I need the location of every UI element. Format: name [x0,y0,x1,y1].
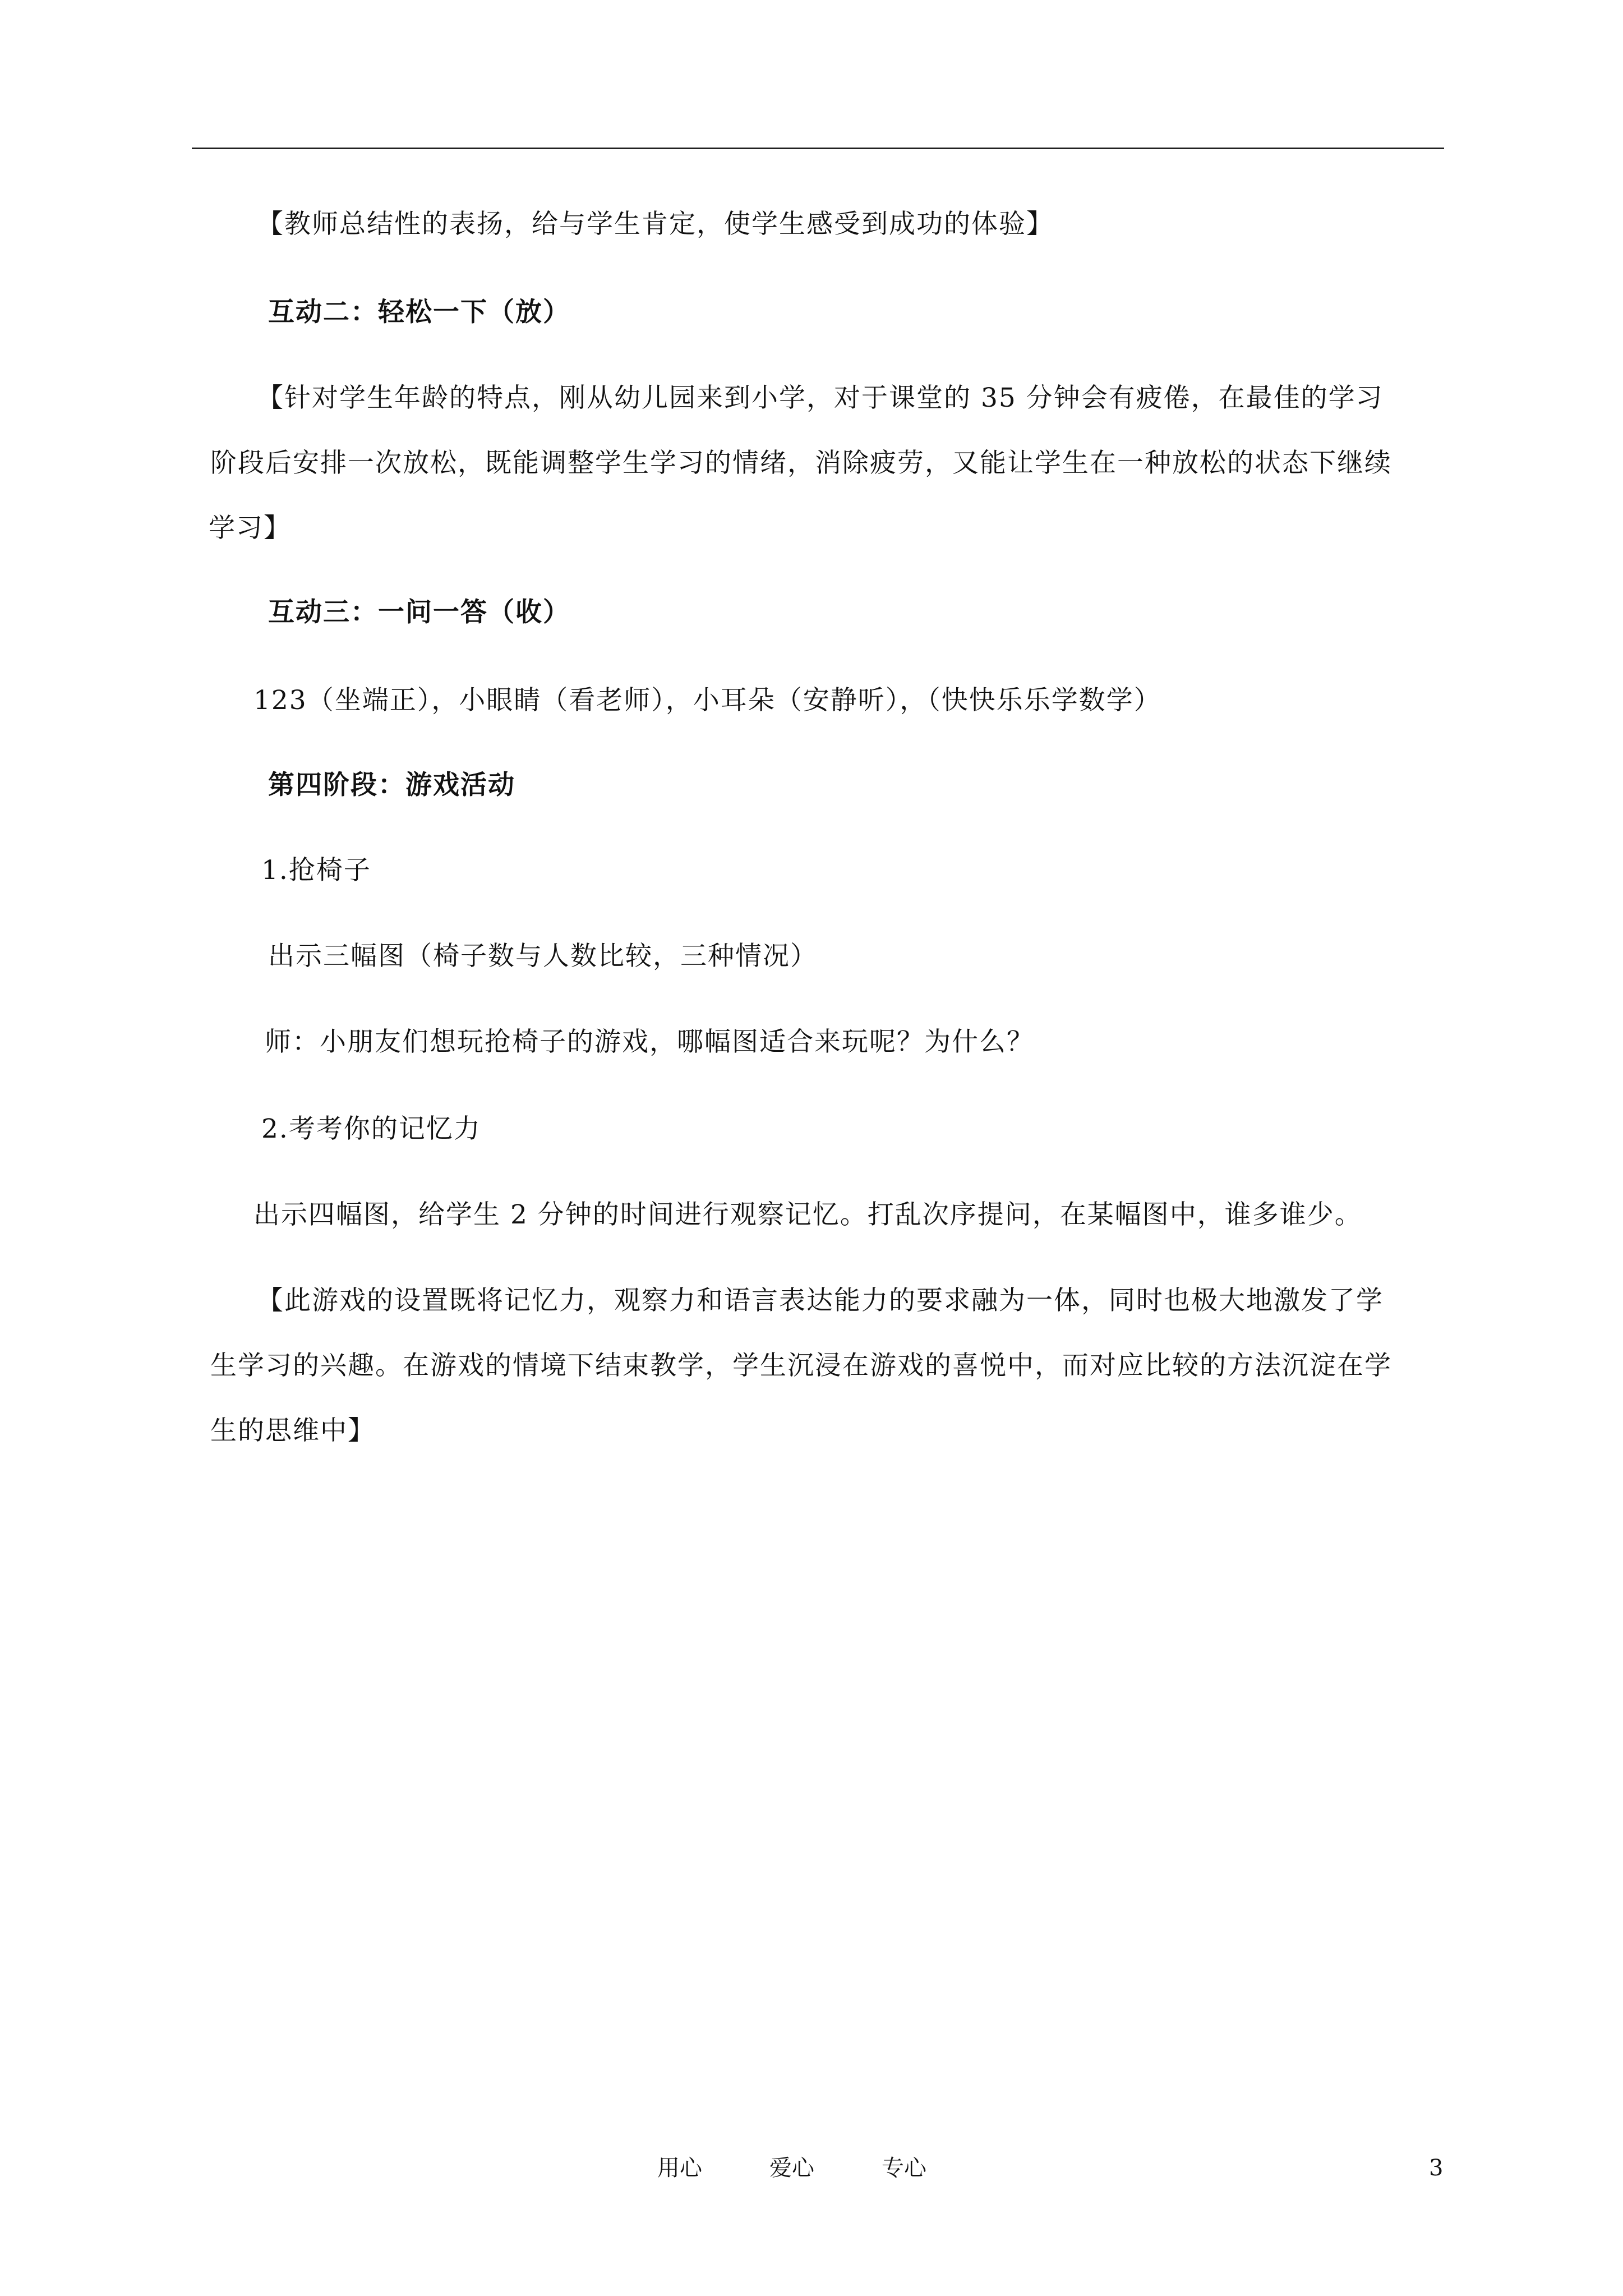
footer-word-3: 专心 [882,2155,926,2181]
chant-text: 123（坐端正），小眼睛（看老师），小耳朵（安静听），（快快乐乐学数学） [253,685,1161,716]
game-note-line-1: 【此游戏的设置既将记忆力，观察力和语言表达能力的要求融为一体，同时也极大地激发了学 [257,1285,1384,1316]
relax-note-line-3: 学习】 [209,513,291,544]
game-1-question: 师：小朋友们想玩抢椅子的游戏，哪幅图适合来玩呢？为什么？ [265,1027,1034,1057]
footer-word-1: 用心 [657,2155,702,2181]
game-2-description: 出示四幅图，给学生 2 分钟的时间进行观察记忆。打乱次序提问，在某幅图中，谁多谁少。 [253,1199,1362,1230]
game-note-line-2: 生学习的兴趣。在游戏的情境下结束教学，学生沉浸在游戏的喜悦中，而对应比较的方法沉淀在学 [210,1350,1392,1381]
section-heading-interaction-3: 互动三：一问一答（收） [268,597,570,628]
game-2-title: 2.考考你的记忆力 [261,1114,481,1144]
game-1-title: 1.抢椅子 [261,855,371,886]
game-note-line-3: 生的思维中】 [210,1415,375,1446]
game-1-description: 出示三幅图（椅子数与人数比较，三种情况） [268,941,818,972]
section-heading-interaction-2: 互动二：轻松一下（放） [268,297,570,328]
summary-note: 【教师总结性的表扬，给与学生肯定，使学生感受到成功的体验】 [257,209,1054,240]
relax-note-line-1: 【针对学生年龄的特点，刚从幼儿园来到小学，对于课堂的 35 分钟会有疲倦，在最佳的学习 [257,383,1384,413]
page-number: 3 [1429,2155,1444,2181]
header-rule [192,148,1444,149]
footer-word-2: 爱心 [769,2155,814,2181]
relax-note-line-2: 阶段后安排一次放松，既能调整学生学习的情绪，消除疲劳，又能让学生在一种放松的状态下继续 [210,448,1392,478]
section-heading-stage-4: 第四阶段：游戏活动 [268,770,515,800]
